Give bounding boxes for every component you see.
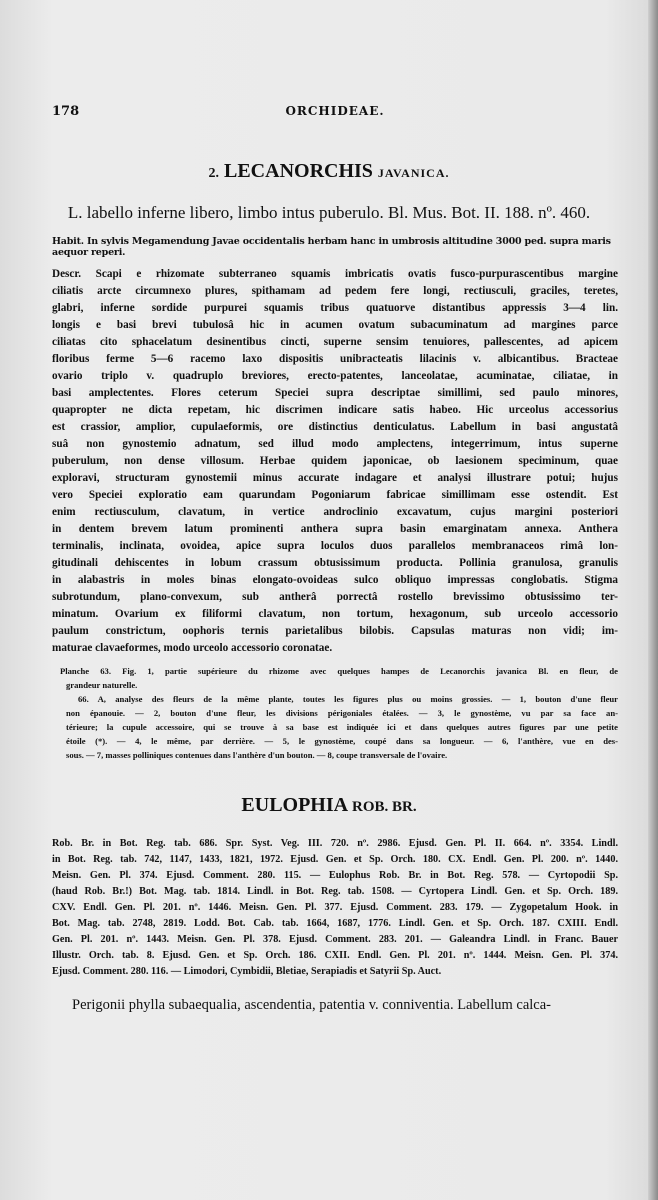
page-number: 178 xyxy=(52,104,80,119)
text-line: basi amplectentes. Flores ceterum Speciei supra descriptae simillimi, sed paulo minores, xyxy=(52,387,618,399)
text-line: CXV. Endl. Gen. Pl. 201. nº. 1446. Meisn. Gen. Pl. 377. Ejusd. Comment. 283. 179. — Zygopetalum Hook. in xyxy=(52,902,618,913)
genus-heading xyxy=(0,794,658,817)
text-line: Meisn. Gen. Pl. 374. Ejusd. Comment. 280. 115. — Eulophus Rob. Br. in Bot. Reg. 578. — Cyrtopodii Sp. xyxy=(52,870,618,881)
text-line: ciliatis arcte circumnexo plures, spithamam ad pedem fere longi, rectiusculi, graciles, teretes, xyxy=(52,285,618,297)
text-line: térieure; la cupule accessoire, qui se trouve à sa base est indiquée ici et dans quelques autres figures par une petite xyxy=(66,722,618,732)
text-line: est crassior, amplior, cupulaeformis, ore distinctius denticulatus. Labellum in basi angustatâ xyxy=(52,421,618,433)
text-line: minatum. Ovarium ex filiformi clavatum, non tortum, hexagonum, sub urceolo accessorio xyxy=(52,608,618,620)
text-line: Bot. Mag. tab. 2748, 2819. Lodd. Bot. Cab. tab. 1664, 1687, 1776. Lindl. Gen. et Sp. Orch. 187. CXIII. Endl. xyxy=(52,918,618,929)
text-line: maturae clavaeformes, modo urceolo accessorio coronatae. xyxy=(52,642,333,654)
text-line: in Bot. Reg. tab. 742, 1147, 1433, 1821, 1972. Ejusd. Gen. et Sp. Orch. 180. CX. Endl. Gen. Pl. 200. nº. 1440. xyxy=(52,854,618,865)
synonymy-paragraph xyxy=(52,836,618,980)
species-heading xyxy=(0,160,658,183)
species-diagnosis: L. labello inferne libero, limbo intus puberulo. Bl. Mus. Bot. II. 188. nº. 460. xyxy=(67,203,591,222)
text-line: Illustr. Orch. tab. 8. Ejusd. Gen. et Sp. Orch. 186. CXII. Endl. Gen. Pl. 201. nº. 1444. Meisn. Gen. Pl. 374. xyxy=(52,950,618,961)
text-line: quapropter ne dicta repetam, hic discrimen indicare satis habeo. Hic urceolus accessorius xyxy=(52,404,618,416)
text-line: Gen. Pl. 201. nº. 1443. Meisn. Gen. Pl. 378. Ejusd. Comment. 283. 201. — Galeandra Lindl. in Franc. Bauer xyxy=(52,934,618,945)
text-line: longis e basi brevi tubulosâ hic in acumen ovatum subacuminatum ad margines parce xyxy=(52,319,618,331)
text-line: puberulum, non dense villosum. Herbae quidem japonicae, ob laesionem speciminum, quae xyxy=(52,455,618,467)
running-head xyxy=(52,104,618,124)
habitat-note: Habit. In sylvis Megamendung Javae occidentalis herbam hanc in umbrosis altitudine 3000 ped. supra maris aequor reperi. xyxy=(52,236,611,258)
text-line: Descr. Scapi e rhizomate subterraneo squamis imbricatis ovatis fusco-purpurascentibus margine xyxy=(52,268,618,280)
text-line: floribus ferme 5—6 racemo laxo dispositis unibracteatis lilacinis v. albicantibus. Bracteae xyxy=(52,353,618,365)
text-line: 66. A, analyse des fleurs de la même plante, toutes les figures plus ou moins grossies. — 1, bouton d'une fleur xyxy=(78,694,618,704)
text-line: enim rectiusculum, clavatum, in vertice androclinio excavatum, cujus margini posteriori xyxy=(52,506,618,518)
text-line: exploravi, structuram gynostemii minus accurate indagare et analysi illustrare potui; hujus xyxy=(52,472,618,484)
running-title: ORCHIDEAE. xyxy=(285,104,385,118)
text-line: in alabastris in moles binas elongato-ovoideas sulco obliquo impressas conglobatis. Stigma xyxy=(52,574,618,586)
text-line: Rob. Br. in Bot. Reg. tab. 686. Spr. Syst. Veg. III. 720. nº. 2986. Ejusd. Gen. Pl. II. 664. nº. 3354. Lindl. xyxy=(52,838,618,849)
text-line: subrotundum, plano-convexum, sub antherâ porrectâ rostello brevissimo obtusissimo ter- xyxy=(52,591,618,603)
text-line: Planche 63. Fig. 1, partie supérieure du rhizome avec quelques hampes de Lecanorchis javanica Bl. en fleur, de xyxy=(60,666,618,676)
text-line: paulum constrictum, oophoris ternis parietalibus bilobis. Capsulas maturas non vidi; im- xyxy=(52,625,618,637)
text-line: terminalis, inclinata, ovoidea, apice supra loculos duos parallelos membranaceos rimâ lon- xyxy=(52,540,618,552)
text-line: Ejusd. Comment. 280. 116. — Limodori, Cymbidii, Bletiae, Serapiadis et Satyrii Sp. Auct. xyxy=(52,966,442,977)
genus-author: ROB. BR. xyxy=(351,799,417,815)
text-line: in dentem brevem latum prominenti anthera supra basin emarginatam annexa. Anthera xyxy=(52,523,618,535)
text-line: non épanouie. — 2, bouton d'une fleur, les divisions périgoniales étalées. — 3, le gynostème, vu par sa face an- xyxy=(66,708,618,718)
species-genus: LECANORCHIS xyxy=(224,160,373,182)
species-number: 2. xyxy=(208,166,219,181)
text-line: sous. — 7, masses polliniques contenues dans l'anthère d'un bouton. — 8, coupe transversale de l'ovaire. xyxy=(66,750,448,760)
text-line: gitudinali dehiscentes in lobum crassum obtusissimum producta. Pollinia granulosa, granulis xyxy=(52,557,618,569)
text-line: grandeur naturelle. xyxy=(66,680,138,690)
description-paragraph xyxy=(52,266,618,657)
genus-name: EULOPHIA xyxy=(241,794,347,816)
species-epithet: JAVANICA. xyxy=(377,166,450,180)
text-line: suâ non gynostemio adnatum, sed illud modo amplectens, integerrimum, intus superne xyxy=(52,438,618,450)
text-line: vero Speciei exploratio eam quarundam Pogoniarum fabricae simillimam esse ostendit. Est xyxy=(52,489,618,501)
plate-caption xyxy=(60,664,618,762)
text-line: ovario triplo v. quadruplo breviores, erecto-patentes, lanceolatae, acuminatae, ciliatae, in xyxy=(52,370,618,382)
text-line: (haud Rob. Br.!) Bot. Mag. tab. 1814. Lindl. in Bot. Reg. tab. 1508. — Cyrtopera Lindl. Gen. et Sp. Orch. 189. xyxy=(52,886,618,897)
text-line: glabri, inferne sordide purpurei squamis tribus quatuorve distantibus appressis 3—4 lin. xyxy=(52,302,618,314)
text-line: ciliatas cito sphacelatum desinentibus cincti, superne sensim tenuiores, pallescentes, ad apicem xyxy=(52,336,618,348)
text-line: étoile (*). — 4, le même, par derrière. — 5, le gynostème, coupé dans sa longueur. — 6, l'anthère, vue en des- xyxy=(66,736,618,746)
genus-description-start: Perigonii phylla subaequalia, ascendentia, patentia v. conniventia. Labellum calca- xyxy=(72,997,551,1013)
